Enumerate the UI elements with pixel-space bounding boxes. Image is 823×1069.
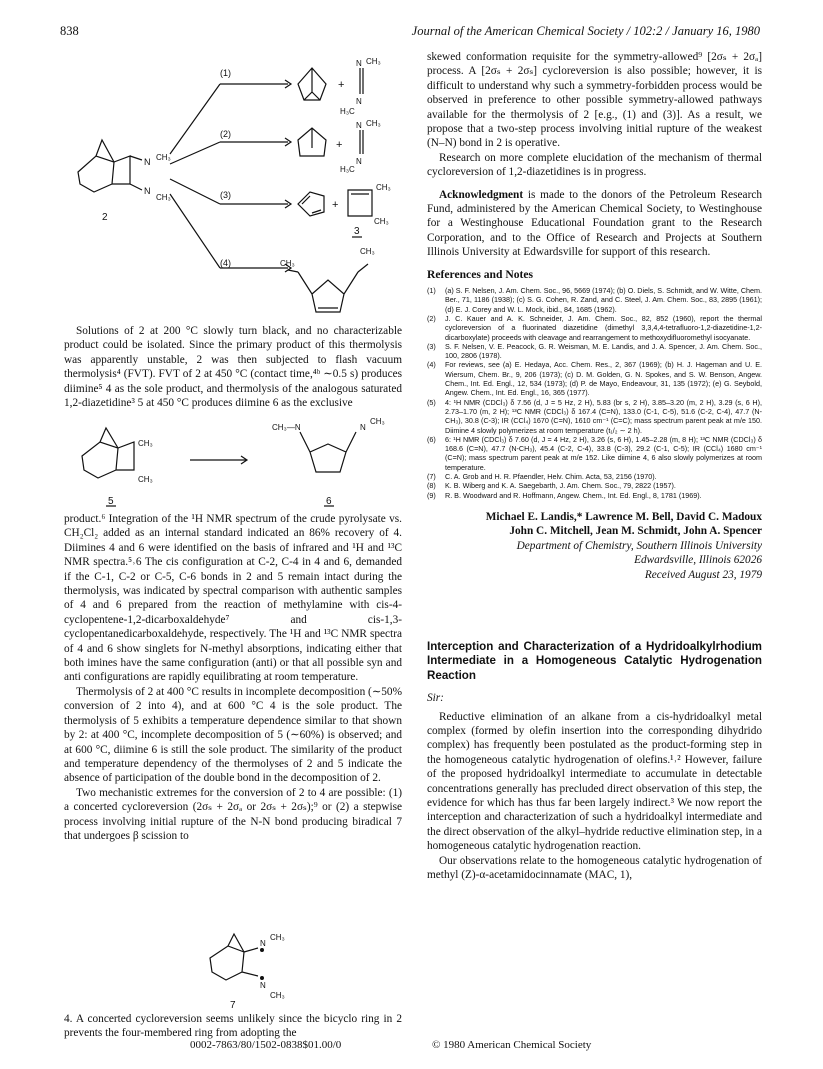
paragraph: Solutions of 2 at 200 °C slowly turn black, and no characterizable product could be isolated. Since the primary product of this thermolysis was apparently unstable, 2 was then subjected to flash vacuum thermolysis⁴ (FVT). FVT of 2 at 450 °C (contact time,⁴ᵇ ∼0.5 s) produces diimine⁵ 4 as the sole product, and thermolysis of the analogous saturated 1,2-diazetidine³ 5 at 450 °C produces diimine 6 as the exclusive <box>64 325 402 410</box>
footer-code: 0002-7863/80/1502-0838$01.00/0 <box>190 1039 342 1051</box>
svg-text:CH₃: CH₃ <box>156 193 171 202</box>
label-5: 5 <box>108 496 114 507</box>
svg-text:N: N <box>360 423 366 432</box>
left-column-bottom <box>64 1012 402 1041</box>
ack-text: is made to the donors of the Petroleum Research Fund, administered by the American Chemical Society, to Westinghouse for a Westinghouse Educational Foundation grant to the Research Corporation, and to the Office of Research and Projects at Southern Illinois University at Edwardsville for support of this research. <box>427 188 762 259</box>
svg-text:CH₃: CH₃ <box>370 417 385 426</box>
left-column-middle <box>64 512 402 843</box>
svg-text:CH₃: CH₃ <box>270 933 285 942</box>
label-6: 6 <box>326 496 332 507</box>
azomethane-2 <box>360 130 363 154</box>
path-1-label: (1) <box>220 68 231 78</box>
svg-text:N: N <box>356 157 362 166</box>
svg-text:CH₃: CH₃ <box>366 119 381 128</box>
path-4-label: (4) <box>220 258 231 268</box>
references-heading: References and Notes <box>427 267 534 281</box>
label-3: 3 <box>354 226 360 237</box>
svg-text:N: N <box>260 981 266 990</box>
svg-text:N: N <box>356 97 362 106</box>
references-list <box>427 286 762 500</box>
paragraph: 4. A concerted cycloreversion seems unlikely since the bicyclo ring in 2 prevents the four-membered ring from adopting the <box>64 1013 402 1040</box>
reference-item: (1) (a) S. F. Nelsen, J. Am. Chem. Soc., 96, 5669 (1974); (b) O. Diels, S. Schmidt, and W. Witte, Chem. Ber., 71, 1186 (1938); (c) S. G. Cohen, R. Zand, and C. Steel, J. Am. Chem. Soc., 83, 2895 (1961); (d) E. J. Corey and W. L. Mock, ibid., 84, 1685 (1962). <box>427 286 762 314</box>
svg-text:N: N <box>144 186 151 196</box>
journal-citation: Journal of the American Chemical Society / 102:2 / January 16, 1980 <box>411 24 760 38</box>
svg-text:CH₃: CH₃ <box>156 153 171 162</box>
paragraph: product.⁶ Integration of the ¹H NMR spectrum of the crude pyrolysate vs. CH₂Cl₂ added as an internal standard indicated an 86% recovery of 4. Diimines 4 and 6 were identified on the basis of infrared and ¹H and ¹³C NMR spectra.⁵˒6 The cis configuration at C-2, C-4 in 4 and 6, demanded if the C-1, C-2 or C-5, C-6 bonds in 2 and 5 remain intact during the thermolysis, was indicated by spectral comparison with authentic samples of 4 and 6 prepared from the reaction of methylamine with cis-4-cyclopentene-1,2-dicarboxaldehyde⁷ and cis-1,3-cyclopentanedicarboxaldehyde, respectively. The ¹H and ¹³C NMR spectra of 4 and 6 show singlets for N-methyl absorptions, indicating either that both imines have the same configuration (anti) or that all possible syn and anti configurations are rapidly equilibrating at room temperature. <box>64 513 402 684</box>
diimine-4 <box>288 264 368 312</box>
path-2-label: (2) <box>220 129 231 139</box>
svg-text:CH₃: CH₃ <box>138 475 153 484</box>
affiliation-line-2: Edwardsville, Illinois 62026 <box>634 554 762 567</box>
reference-item: (4) For reviews, see (a) E. Hedaya, Acc. Chem. Res., 2, 367 (1969); (b) H. J. Hageman and U. E. Wiersum, Chem. Br., 9, 206 (1973); (c) D. M. Golden, G. N. Spokes, and S. W. Benson, Angew. Chem., Int. Ed. Engl., 12, 534 (1973); (d) P. de Mayo, Endeavour, 31, 135 (1972); (e) G. Seybold, Angew. Chem., Int. Ed. Engl., 16, 365 (1977). <box>427 360 762 398</box>
bicyclic-product <box>298 128 326 156</box>
label-7: 7 <box>230 1000 236 1011</box>
svg-text:CH₃: CH₃ <box>270 991 285 1000</box>
reaction-arrows <box>170 84 220 268</box>
scheme-1 <box>60 44 410 334</box>
svg-text:CH₃—N: CH₃—N <box>272 423 301 432</box>
article-title: Interception and Characterization of a Hydridoalkylrhodium Intermediate in a Homogeneous Catalytic Hydrogenation Reaction <box>427 640 762 682</box>
right-column <box>427 50 762 582</box>
svg-text:N: N <box>260 939 266 948</box>
svg-text:CH₃: CH₃ <box>366 57 381 66</box>
svg-text:CH₃: CH₃ <box>374 217 389 226</box>
svg-text:+: + <box>338 79 345 91</box>
svg-text:CH₃: CH₃ <box>280 259 295 268</box>
acknowledgment <box>427 188 762 260</box>
reference-item: (5) 4: ¹H NMR (CDCl₃) δ 7.56 (d, J = 5 Hz, 2 H), 5.83 (br s, 2 H), 3.85–3.20 (m, 2 H), 3.29 (s, 6 H), 2.73–1.70 (m, 2 H); ¹³C NMR (CDCl₃) δ 167.4 (C=N), 133.0 (C-1, C-5), 51.6 (C-2, C-4), 47.7 (N-CH₃), 30.8 (C-3); IR (CCl₄) 1670 (C=N), 1610 cm⁻¹ (C=C); mass spectrum parent peak at m/e 150. Diimine 4 slowly polymerizes at room temperature (t₁/₂ ∼ 2 h). <box>427 397 762 435</box>
svg-text:CH₃: CH₃ <box>376 183 391 192</box>
path-3-label: (3) <box>220 190 231 200</box>
compound-2-structure <box>78 140 171 223</box>
paragraph: Thermolysis of 2 at 400 °C results in incomplete decomposition (∼50% conversion of 2 into 4), and at 600 °C 4 is the sole product. The thermolysis of 5 exhibits a temperature dependence similar to that shown by 2: at 400 °C, incomplete decomposition of 5 (∼60%) is observed; and at 600 °C, diimine 6 is still the sole product. The similarity of the product and temperature dependency of the thermolyses of 2 and 5 indicate the absence of participation of the double bond in the decomposition of 2. <box>64 685 402 785</box>
affiliation-line-1: Department of Chemistry, Southern Illinois University <box>516 539 762 552</box>
paragraph: Our observations relate to the homogeneous catalytic hydrogenation of methyl (Z)-α-acetamidocinnamate (MAC, 1), <box>427 854 762 882</box>
reference-item: (2) J. C. Kauer and A. K. Schneider, J. Am. Chem. Soc., 82, 852 (1960), report the thermal cycloreversion of a fluorinated diazetidine (dimethyl 3,3,4,4-tetrafluoro-1,2-diazetidine-1,2-dicarboxylate) proceeds with cleavage and rearrangement to methoxydifluoromethyl isocyanate. <box>427 313 762 342</box>
running-header <box>60 24 760 40</box>
reference-item: (6) 6: ¹H NMR (CDCl₃) δ 7.60 (d, J = 4 Hz, 2 H), 3.26 (s, 6 H), 1.45–2.28 (m, 8 H); ¹³C NMR (CDCl₃) δ 168.6 (C=N), 47.7 (N-CH₃), 45.4 (C-2, C-4), 33.8 (C-3), 29.2 (C-1, C-5); IR (CCl₄) 1680 cm⁻¹ (C=N); mass spectrum parent peak at m/e 152. Like diimine 4, 6 also slowly polymerizes at room temperature. <box>427 434 762 472</box>
reference-item: (9) R. B. Woodward and R. Hoffmann, Angew. Chem., Int. Ed. Engl., 8, 1781 (1969). <box>427 490 702 500</box>
svg-text:+: + <box>332 199 339 211</box>
authors-line-1: Michael E. Landis,* Lawrence M. Bell, David C. Madoux <box>485 510 762 523</box>
received-date: Received August 23, 1979 <box>644 568 762 581</box>
azomethane-1 <box>360 68 363 94</box>
right-column-article-2 <box>427 640 762 883</box>
diazete-3 <box>348 190 372 216</box>
tricyclic-product <box>298 68 326 100</box>
cyclopentadiene <box>298 192 324 216</box>
svg-text:N: N <box>144 157 151 167</box>
scheme-2 <box>60 408 410 512</box>
reference-item: (7) C. A. Grob and H. R. Pfaendler, Helv. Chim. Acta, 53, 2156 (1970). <box>427 472 657 482</box>
svg-text:CH₃: CH₃ <box>138 439 153 448</box>
paragraph: Two mechanistic extremes for the conversion of 2 to 4 are possible: (1) a concerted cycloreversion (2σₛ + 2σₐ or 2σₛ + 2σₛ);⁹ or (2) a stepwise process involving initial rupture of the N-N bond producing biradical 7 that undergoes β scission to <box>64 786 402 842</box>
left-column-top <box>64 324 402 410</box>
reaction-arrow <box>190 456 247 464</box>
svg-text:CH₃: CH₃ <box>360 247 375 256</box>
author-block <box>427 510 762 582</box>
paragraph: Research on more complete elucidation of the mechanism of thermal cycloreversion of 1,2-diazetidines is in progress. <box>427 151 762 179</box>
ack-heading: Acknowledgment <box>439 188 524 201</box>
paragraph: skewed conformation requisite for the symmetry-allowed⁹ [2σₛ + 2σₐ] process. A [2σₛ + 2σₛ] cycloreversion is also possible; however, it is difficult to understand why such a symmetry-forbidden process would be observed in preference to other possible symmetry-allowed pathways available for the thermolysis of 2 [e.g., (1) and (3)]. As a result, we propose that a two-step process involving initial rupture of the weakest (N–N) bond in 2 is operative. <box>427 51 762 150</box>
svg-text:H₃C: H₃C <box>340 165 355 174</box>
reference-item: (8) K. B. Wiberg and K. A. Saegebarth, J. Am. Chem. Soc., 79, 2822 (1957). <box>427 481 676 491</box>
reference-item: (3) S. F. Nelsen, V. E. Peacock, G. R. Weisman, M. E. Landis, and J. A. Spencer, J. Am. Chem. Soc., 100, 2806 (1978). <box>427 341 762 361</box>
salutation: Sir: <box>427 692 444 705</box>
footer-copyright: © 1980 American Chemical Society <box>432 1039 592 1051</box>
label-2: 2 <box>102 212 108 223</box>
paragraph: Reductive elimination of an alkane from a cis-hydridoalkyl metal complex (formed by olefin insertion into the corresponding dihydrido complex) has frequently been postulated as the product-forming step in the homogeneous catalytic hydrogenation of olefins.¹˒² However, failure of the proposed hydridoalkyl intermediate to accumulate in detectable concentrations generally has precluded direct observation of this step, the evidence for which has thus far been largely indirect.³ We now report the interception and characterization of such a hydridoalkyl intermediate and the direct observation of the alkyl–hydride reductive elimination step, in a homogeneous catalytic hydrogenation reaction. <box>427 710 762 853</box>
svg-text:N: N <box>356 59 362 68</box>
authors-line-2: John C. Mitchell, Jean M. Schmidt, John A. Spencer <box>509 525 762 538</box>
svg-text:N: N <box>356 121 362 130</box>
page-number: 838 <box>60 24 79 38</box>
svg-text:H₃C: H₃C <box>340 107 355 116</box>
svg-text:+: + <box>336 139 343 151</box>
scheme-3 <box>200 928 320 1012</box>
